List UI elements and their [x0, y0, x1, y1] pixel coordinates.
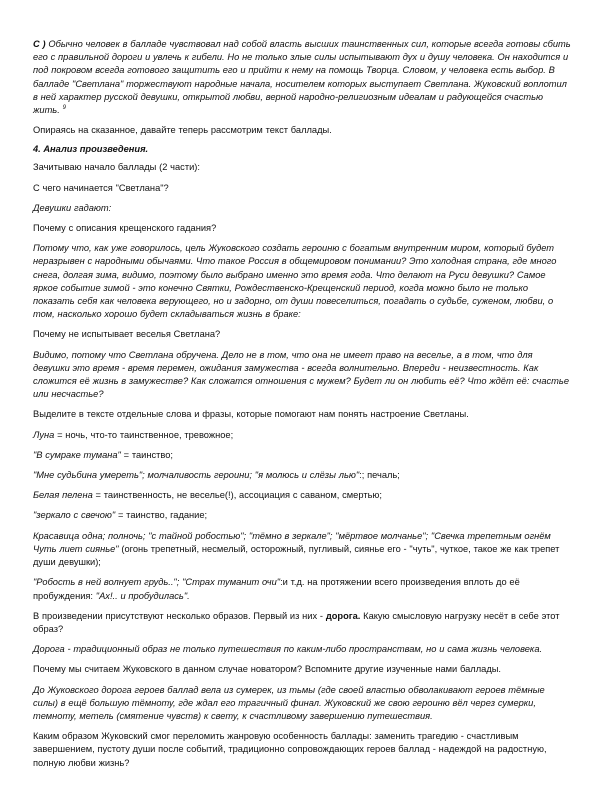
paragraph-10: Выделите в тексте отдельные слова и фразы, которые помогают нам понять настроение Светланы. [33, 409, 469, 420]
paragraph-11-bold: дорога. [325, 610, 361, 621]
paragraph-11-a: В произведении присутствуют несколько образов. Первый из них - [33, 610, 326, 621]
paragraph-8: Почему не испытывает веселья Светлана? [33, 329, 221, 340]
paragraph-11 [33, 610, 572, 636]
paragraph-6: Почему с описания крещенского гадания? [33, 223, 217, 234]
quote-item-1 [33, 429, 572, 442]
quote-item-7 [33, 576, 572, 602]
section-heading: 4. Анализ произведения. [33, 144, 149, 155]
paragraph-1 [33, 38, 572, 117]
quote-item-2 [33, 449, 572, 462]
quote-item-3 [33, 469, 572, 482]
quote-item-2-italic: "В сумраке тумана" [33, 449, 121, 460]
quote-item-6-rest: (огонь трепетный, несмелый, осторожный, пугливый, сиянье его - "чуть", чуткое, такое же как трепет души девушки); [33, 543, 560, 568]
quote-item-5 [33, 509, 572, 522]
paragraph-4: С чего начинается "Светлана"? [33, 182, 169, 193]
quote-item-5-italic: "зеркало с свечою" [33, 510, 116, 521]
paragraph-13: Почему мы считаем Жуковского в данном случае новатором? Вспомните другие изученные нами баллады. [33, 664, 502, 675]
quote-item-4-italic: Белая пелена [33, 490, 93, 501]
paragraph-5: Девушки гадают: [33, 202, 112, 213]
quote-item-2-rest: = таинство; [120, 449, 174, 460]
section-label: С ) [33, 39, 46, 49]
quote-item-6-italic: Красавица одна; полночь; "с тайной робостью"; "тёмно в зеркале"; "мёртвое молчанье"; "Свечка трепетным огнём Чуть лиет сиянье" [33, 530, 551, 554]
paragraph-15: Каким образом Жуковский смог переломить жанровую особенность баллады: заменить трагедию - счастливым завершением, пустоту души после событий, традиционно сопровождающих героев баллад - надеждой на радостную, полную любви жизнь? [33, 731, 547, 768]
paragraph-9: Видимо, потому что Светлана обручена. Дело не в том, что она не имеет право на веселье, а в том, что для девушки это время - время перемен, ожидания замужества - всегда волнительно. Впереди - неизвестность. Как сложится её жизнь в замужестве? Как сложатся отношения с мужем? Будет ли он любить её? Что ждёт её: счастье или несчастье? [33, 349, 569, 400]
quote-item-4-rest: = таинственность, не веселье(!), ассоциация с саваном, смертью; [92, 490, 382, 501]
quote-item-3-rest: :; печаль; [359, 470, 400, 481]
quote-item-1-rest: = ночь, что-то таинственное, тревожное; [54, 429, 234, 440]
quote-item-6 [33, 530, 572, 570]
quote-item-1-italic: Луна [33, 429, 55, 440]
paragraph-1-text: Обычно человек в балладе чувствовал над собой власть высших таинственных сил, которые всегда готовы сбить его с правильной дороги и увлечь к гибели. Но не только злые силы испытывают дух и душу человека. Он находится и под покровом всегда готового защитить его и прийти к нему на помощь Творца. Словом, у человека есть выбор. В балладе "Светлана" торжествуют народные начала, носителем которых выступает Светлана. Жуковский воплотил в ней характер русской девушки, открытой любви, верной народно-религиозным идеалам и радующейся счастью жить. [33, 39, 571, 116]
paragraph-2: Опираясь на сказанное, давайте теперь рассмотрим текст баллады. [33, 125, 332, 136]
quote-item-7-italic: "Робость в ней волнует грудь.."; "Страх туманит очи" [33, 577, 281, 588]
paragraph-3: Зачитываю начало баллады (2 части): [33, 162, 200, 173]
quote-item-7-italic-end: "Ах!.. и пробудилась". [95, 590, 190, 601]
quote-item-7-mid: :и т.д. на протяжении всего произведения вплоть до её пробуждения: [33, 577, 520, 601]
footnote-mark: 9 [62, 104, 66, 111]
quote-item-5-rest: = таинство, гадание; [115, 510, 208, 521]
quote-item-3-italic: "Мне судьбина умереть"; молчаливость героини; "я молюсь и слёзы лью" [33, 470, 360, 481]
quote-item-4 [33, 489, 572, 502]
paragraph-14: До Жуковского дорога героев баллад вела из сумерек, из тьмы (где своей властью обволакивают героев тёмные силы) в ещё большую тёмноту, где ждал его трагичный финал. Жуковский же свою героиню вёл через сумерки, темноту, метель (смятение чувств) к свету, к счастливому завершению путешествия. [33, 684, 545, 721]
paragraph-12: Дорога - традиционный образ не только путешествия по каким-либо пространствам, но и сама жизнь человека. [33, 644, 543, 655]
paragraph-7: Потому что, как уже говорилось, цель Жуковского создать героиню с богатым внутренним миром, который будет неразрывен с народными обычаями. Что такое Россия в общемировом понимании? Это холодная страна, где много снега, долгая зима, видимо, поэтому было выбрано именно это время года. Что делают на Руси девушки? Самое яркое событие зимой - это конечно Святки, Рождественско-Крещенский период, когда можно было не только показать себя как человека верующего, но и задорно, от души повеселиться, погадать о судьбе, суженом, любви, о том, насколько хорошо будет складываться жизнь в браке: [33, 243, 557, 320]
paragraph-11-c: Какую смысловую нагрузку несёт в себе этот образ? [33, 610, 560, 634]
